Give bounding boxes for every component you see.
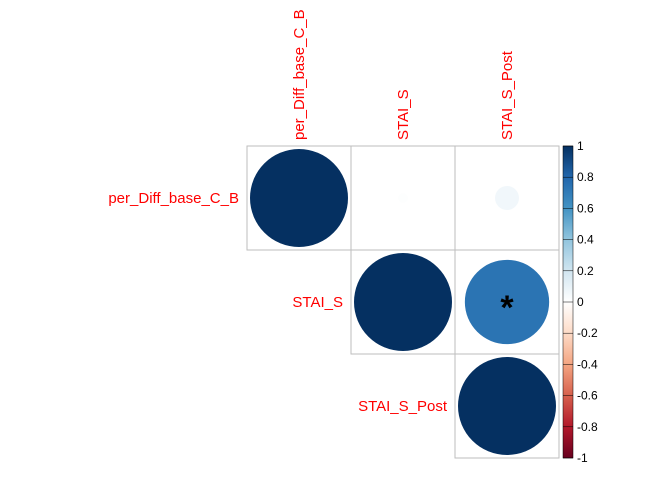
legend-tick-label: 0.6 [577, 201, 594, 216]
column-labels [291, 9, 516, 140]
significance-marker: * [500, 289, 514, 327]
legend-tick-label: 0.2 [577, 263, 594, 278]
circle-stai-s-stai-s [354, 253, 452, 351]
circle-per-diff-base-c-b-per-diff-base-c-b [250, 149, 348, 247]
color-legend [563, 139, 598, 465]
row-label-stai-s: STAI_S [292, 294, 343, 311]
row-label-stai-s-post: STAI_S_Post [358, 398, 447, 415]
legend-tick-label: -0.2 [577, 326, 598, 341]
circle-per-diff-base-c-b-stai-s [398, 193, 408, 203]
legend-tick-label: -0.6 [577, 388, 598, 403]
legend-tick-label: 0.4 [577, 232, 594, 247]
legend-tick-label: 1 [577, 139, 584, 153]
column-label-per-diff-base-c-b: per_Diff_base_C_B [291, 9, 308, 140]
column-label-stai-s-post: STAI_S_Post [499, 51, 516, 140]
legend-tick-label: 0 [577, 295, 584, 309]
circle-stai-s-post-stai-s-post [458, 357, 556, 455]
legend-tick-label: 0.8 [577, 170, 594, 185]
circle-per-diff-base-c-b-stai-s-post [495, 186, 519, 210]
column-label-stai-s: STAI_S [395, 89, 412, 140]
legend-tick-label: -0.8 [577, 419, 598, 434]
legend-tick-label: -0.4 [577, 357, 598, 372]
row-label-per-diff-base-c-b: per_Diff_base_C_B [108, 190, 239, 207]
legend-tick-label: -1 [577, 451, 588, 465]
